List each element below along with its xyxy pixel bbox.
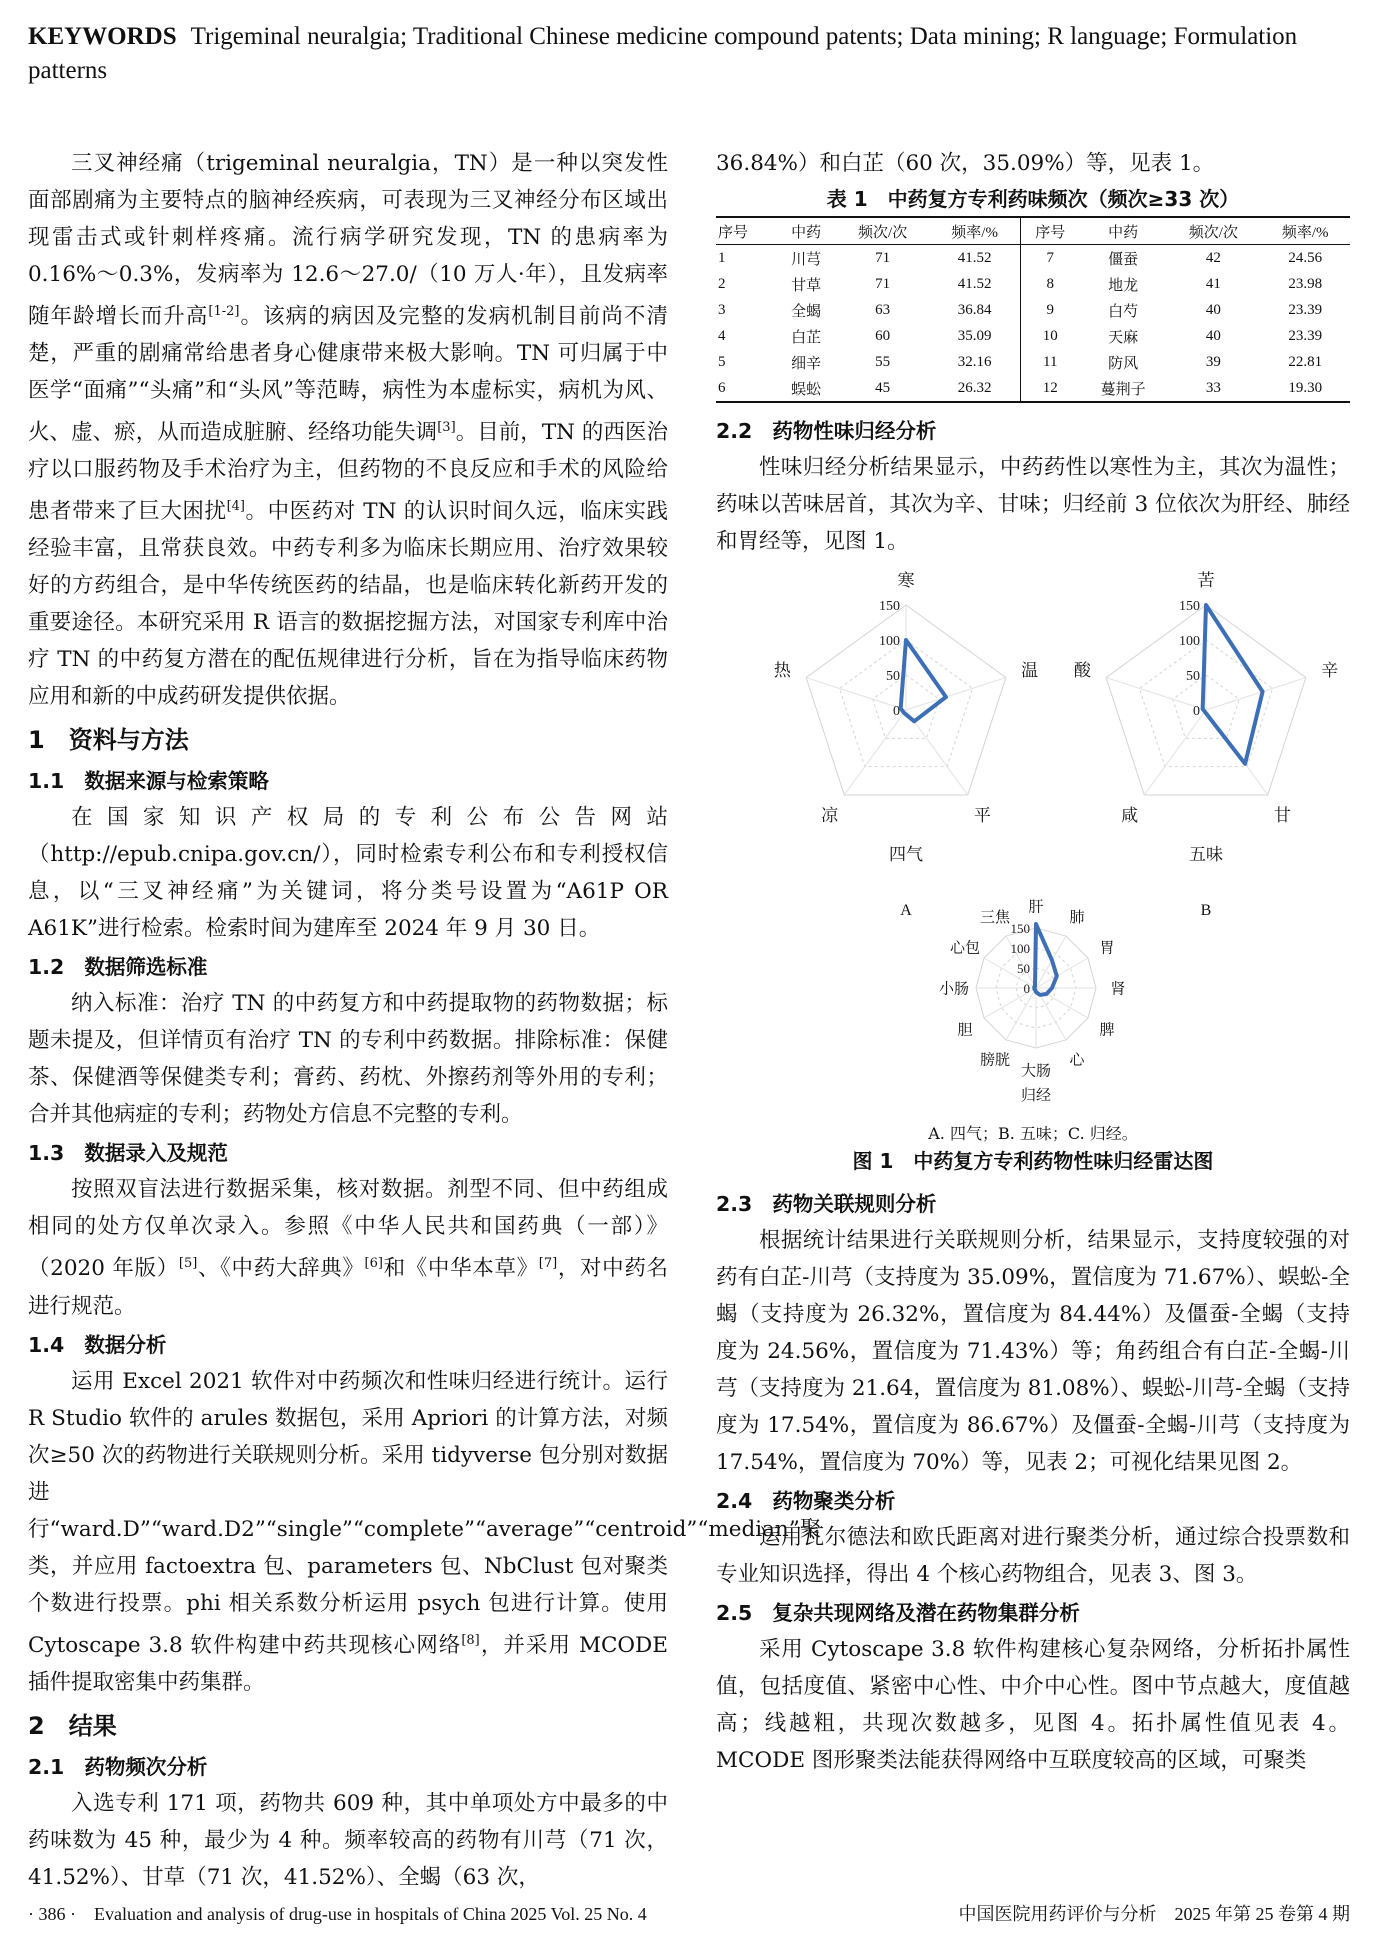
table-caption: 表 1 中药复方专利药味频次（频次≥33 次）: [826, 187, 1240, 211]
table-cell: 32.16: [930, 349, 1020, 375]
frequency-table: [716, 216, 1350, 403]
table-cell: 蔓荆子: [1080, 375, 1166, 402]
table-cell: 地龙: [1108, 277, 1139, 294]
radar-axis-label: 肝: [1028, 897, 1044, 916]
table-cell: 4: [718, 327, 726, 344]
radar-axis-label: 酸: [1073, 660, 1091, 681]
table-cell: 41.52: [930, 271, 1020, 297]
paragraph: 入选专利 171 项，药物共 609 种，其中单项处方中最多的中药味数为 45 种，最少为 4 种。频率较高的药物有川芎（71 次，41.52%）、甘草（71 次，41.52%）、全蝎（63 次，: [28, 1790, 668, 1890]
table-header-cell: 序号: [716, 217, 777, 245]
subsection-heading: 1.4 数据分析: [28, 1332, 167, 1357]
radar-axis-label: 心: [1069, 1050, 1085, 1069]
table-cell: 23.39: [1288, 301, 1323, 318]
table-header-cell: 频次/次: [1166, 217, 1260, 245]
subsection-heading: 2.1 药物频次分析: [28, 1754, 208, 1779]
table-header-row: [716, 217, 1350, 245]
table-cell: 33: [1166, 375, 1260, 402]
radar-tick-label: 0: [1023, 981, 1030, 996]
figure-subcaption: A. 四气；B. 五味；C. 归经。: [928, 1124, 1138, 1143]
table-body: [716, 245, 1350, 403]
keywords-text: Trigeminal neuralgia; Traditional Chinese medicine compound patents; Data mining; R language; Formulation patterns: [28, 23, 1298, 84]
radar-axis-label: 胃: [1099, 938, 1115, 957]
subsection-heading: 2.3 药物关联规则分析: [716, 1192, 937, 1216]
table-cell: 9: [1046, 301, 1054, 318]
subsection-heading: 2.4 药物聚类分析: [716, 1489, 896, 1513]
radar-axis-label: 平: [973, 806, 991, 827]
radar-tick-label: 100: [879, 634, 900, 649]
radar-axis-label: 温: [1021, 660, 1039, 681]
radar-figure: [716, 560, 1350, 1200]
keywords-label: KEYWORDS: [28, 23, 177, 50]
radar-axis-label: 辛: [1321, 660, 1339, 681]
table-cell: 71: [875, 275, 891, 292]
table-cell: 22.81: [1288, 353, 1323, 370]
table-cell: 71: [875, 249, 891, 266]
paragraph: 纳入标准：治疗 TN 的中药复方和中药提取物的药物数据；标题未提及，但详情页有治疗 TN 的专利中药数据。排除标准：保健茶、保健酒等保健类专利；膏药、药枕、外擦药剂等外用的专利；合并其他病症的专利；药物处方信息不完整的专利。: [28, 991, 668, 1128]
table-cell: 55: [875, 353, 891, 370]
table-cell: 12: [1020, 375, 1080, 402]
table-cell: 防风: [1108, 355, 1139, 372]
radar-charts-svg: [716, 560, 1350, 1120]
table-row: [716, 349, 1350, 375]
paragraph: 在国家知识产权局的专利公布公告网站（http://epub.cnipa.gov.cn/），同时检索专利公布和专利授权信息，以“三叉神经痛”为关键词，将分类号设置为“A61P OR A61K”进行检索。检索时间为建库至 2024 年 9 月 30 日。: [28, 805, 668, 942]
table-cell: 39: [1205, 353, 1221, 370]
radar-axis-label: 大肠: [1020, 1061, 1052, 1080]
subsection-heading: 1.2 数据筛选标准: [28, 955, 208, 980]
keywords: [28, 20, 1348, 88]
table-cell: 1: [718, 249, 726, 266]
table-header-cell: 频次/次: [836, 217, 930, 245]
paragraph: 性味归经分析结果显示，中药药性以寒性为主，其次为温性；药味以苦味居首，其次为辛、甘味；归经前 3 位依次为肝经、肺经和胃经等，见图 1。: [716, 455, 1350, 554]
right-column: [716, 145, 1350, 1779]
table-cell: 60: [875, 327, 891, 344]
table-cell: 63: [875, 301, 891, 318]
subsection-heading: 1.3 数据录入及规范: [28, 1141, 228, 1166]
radar-spoke: [906, 678, 1006, 710]
radar-spoke: [1036, 958, 1088, 988]
table-cell: 白芍: [1108, 303, 1139, 320]
radar-axis-label: 膀胱: [979, 1050, 1011, 1069]
subsection-heading: 2.2 药物性味归经分析: [716, 419, 937, 443]
radar-series-line: [1203, 605, 1263, 764]
table-row: [716, 245, 1350, 272]
radar-axis-label: 三焦: [979, 908, 1011, 927]
table-cell: 3: [718, 301, 726, 318]
radar-spoke: [1144, 710, 1206, 795]
footer-right: 中国医院用药评价与分析 2025 年第 25 卷第 4 期: [958, 1904, 1350, 1924]
table-cell: 45: [836, 375, 930, 402]
radar-spoke: [844, 710, 906, 795]
table-row: [716, 271, 1350, 297]
table-cell: 白芷: [791, 329, 822, 346]
radar-tick-label: 50: [1186, 669, 1200, 684]
radar-panel-label: A: [900, 902, 912, 919]
table-cell: 蜈蚣: [777, 375, 836, 402]
table-cell: 40: [1205, 301, 1221, 318]
subsection-heading: 1.1 数据来源与检索策略: [28, 769, 269, 794]
radar-tick-label: 0: [1193, 704, 1200, 719]
table-cell: 5: [718, 353, 726, 370]
paragraph: 根据统计结果进行关联规则分析，结果显示，支持度较强的对药有白芷-川芎（支持度为 35.09%，置信度为 71.67%）、蜈蚣-全蝎（支持度为 26.32%，置信度为 84.44%）及僵蚕-全蝎（支持度为 24.56%，置信度为 71.43%）等；角药组合有白芷-全蝎-川芎（支持度为 21.64，置信度为 81.08%）、蜈蚣-川芎-全蝎（支持度为 17.54%，置信度为 86.67%）及僵蚕-全蝎-川芎（支持度为 17.54%，置信度为 70%）等，见表 2；可视化结果见图 2。: [716, 1228, 1350, 1475]
paragraph: 按照双盲法进行数据采集，核对数据。剂型不同、但中药组成相同的处方仅单次录入。参照《中华人民共和国药典（一部）》（2020 年版）[5]、《中药大辞典》[6]和《中华本草》[7]，对中药名进行规范。: [28, 1177, 668, 1319]
radar-axis-label: 热: [773, 660, 791, 681]
table-cell: 42: [1205, 249, 1221, 266]
radar-axis-label: 苦: [1197, 570, 1215, 591]
table-cell: 26.32: [930, 375, 1020, 402]
radar-axis-label: 寒: [897, 570, 915, 591]
table-cell: 僵蚕: [1108, 251, 1139, 268]
radar-tick-label: 100: [1179, 634, 1200, 649]
table-cell: 天麻: [1108, 329, 1139, 346]
radar-axis-label: 甘: [1273, 806, 1291, 827]
paragraph: 采用 Cytoscape 3.8 软件构建核心复杂网络，分析拓扑属性值，包括度值、紧密中心性、中介中心性。图中节点越大，度值越高；线越粗，共现次数越多，见图 4。拓扑属性值见表 4。MCODE 图形聚类法能获得网络中互联度较高的区域，可聚类: [716, 1637, 1350, 1773]
footer-left: · 386 · Evaluation and analysis of drug-use in hospitals of China 2025 Vol. 25 No. 4: [28, 1904, 647, 1924]
table-row: [716, 375, 1350, 402]
radar-tick-label: 0: [893, 704, 900, 719]
radar-chart-title: 归经: [1020, 1086, 1052, 1104]
table-cell: 8: [1046, 275, 1054, 292]
table-header-cell: 频率/%: [1260, 217, 1350, 245]
intro-paragraph: 三叉神经痛（trigeminal neuralgia，TN）是一种以突发性面部剧痛为主要特点的脑神经疾病，可表现为三叉神经分布区域出现雷击式或针刺样疼痛。流行病学研究发现，TN 的患病率为 0.16%～0.3%，发病率为 12.6～27.0/（10 万人·年），且发病率随年龄增长而升高[1-2]。该病的病因及完整的发病机制目前尚不清楚，严重的剧痛常给患者身心健康带来极大影响。TN 可归属于中医学“面痛”“头痛”和“头风”等范畴，病性为本虚标实，病机为风、火、虚、瘀，从而造成脏腑、经络功能失调[3]。目前，TN 的西医治疗以口服药物及手术治疗为主，但药物的不良反应和手术的风险给患者带来了巨大困扰[4]。中医药对 TN 的认识时间久远，临床实践经验丰富，且常获良效。中药专利多为临床长期应用、治疗效果较好的方药组合，是中华传统医药的结晶，也是临床转化新药开发的重要途径。本研究采用 R 语言的数据挖掘方法，对国家专利库中治疗 TN 的中药复方潜在的配伍规律进行分析，旨在为指导临床药物应用和新的中成药研发提供依据。: [28, 151, 668, 710]
radar-axis-label: 凉: [821, 806, 839, 827]
subsection-heading: 2.5 复杂共现网络及潜在药物集群分析: [716, 1601, 1080, 1625]
radar-tick-label: 50: [886, 669, 900, 684]
table-cell: 40: [1205, 327, 1221, 344]
section-heading-methods: 1 资料与方法: [28, 726, 189, 755]
radar-axis-label: 脾: [1099, 1020, 1115, 1039]
figure-caption: 图 1 中药复方专利药物性味归经雷达图: [852, 1149, 1214, 1173]
table-cell: 24.56: [1288, 249, 1323, 266]
radar-axis-label: 肾: [1110, 979, 1126, 998]
table-cell: 细辛: [791, 355, 822, 372]
radar-tick-label: 150: [1010, 921, 1030, 936]
radar-panel-label: B: [1200, 902, 1212, 919]
radar-axis-label: 胆: [957, 1020, 973, 1039]
radar-chart-title: 五味: [1189, 845, 1223, 865]
table-cell: 41: [1205, 275, 1221, 292]
radar-chart-title: 四气: [889, 845, 923, 865]
section-heading-results: 2 结果: [28, 1711, 117, 1740]
radar-tick-label: 50: [1017, 961, 1030, 976]
table-cell: 23.39: [1288, 327, 1323, 344]
table-cell: 11: [1043, 353, 1058, 370]
radar-axis-label: 咸: [1121, 806, 1139, 827]
radar-spoke: [1006, 988, 1036, 1040]
radar-tick-label: 150: [879, 599, 900, 614]
table-cell: 甘草: [791, 277, 822, 294]
table-cell: 全蝎: [791, 303, 822, 320]
radar-tick-label: 150: [1179, 599, 1200, 614]
radar-axis-label: 心包: [949, 938, 980, 957]
radar-axis-label: 肺: [1069, 908, 1085, 927]
table-cell: 19.30: [1260, 375, 1350, 402]
table-cell: 川芎: [791, 251, 822, 268]
table-header-cell: 序号: [1020, 217, 1080, 245]
table-cell: 6: [716, 375, 777, 402]
table-cell: 35.09: [930, 323, 1020, 349]
table-cell: 7: [1046, 249, 1054, 266]
table-cell: 23.98: [1288, 275, 1323, 292]
table-header-cell: 频率/%: [930, 217, 1020, 245]
table-header-cell: 中药: [777, 217, 836, 245]
table-cell: 36.84: [930, 297, 1020, 323]
table-row: [716, 323, 1350, 349]
paragraph: 运用瓦尔德法和欧氏距离对进行聚类分析，通过综合投票数和专业知识选择，得出 4 个核心药物组合，见表 3、图 3。: [716, 1525, 1350, 1587]
paragraph: 运用 Excel 2021 软件对中药频次和性味归经进行统计。运行 R Studio 软件的 arules 数据包，采用 Apriori 的计算方法，对频次≥50 次的药物进行关联规则分析。采用 tidyverse 包分别对数据进行“ward.D”“ward.D2”“single”“complete”“average”“centroid”“median”聚类，并应用 factoextra 包、parameters 包、NbClust 包对聚类个数进行投票。phi 相关系数分析运用 psych 包进行计算。使用 Cytoscape 3.8 软件构建中药共现核心网络[8]，并采用 MCODE 插件提取密集中药集群。: [28, 1368, 822, 1695]
table-cell: 2: [718, 275, 726, 292]
table-header-cell: 中药: [1080, 217, 1166, 245]
radar-axis-label: 小肠: [938, 979, 970, 998]
radar-tick-label: 100: [1010, 941, 1030, 956]
paragraph-continuation: 36.84%）和白芷（60 次，35.09%）等，见表 1。: [716, 151, 1215, 176]
table-row: [716, 297, 1350, 323]
table-cell: 10: [1042, 327, 1058, 344]
table-cell: 41.52: [930, 245, 1020, 272]
